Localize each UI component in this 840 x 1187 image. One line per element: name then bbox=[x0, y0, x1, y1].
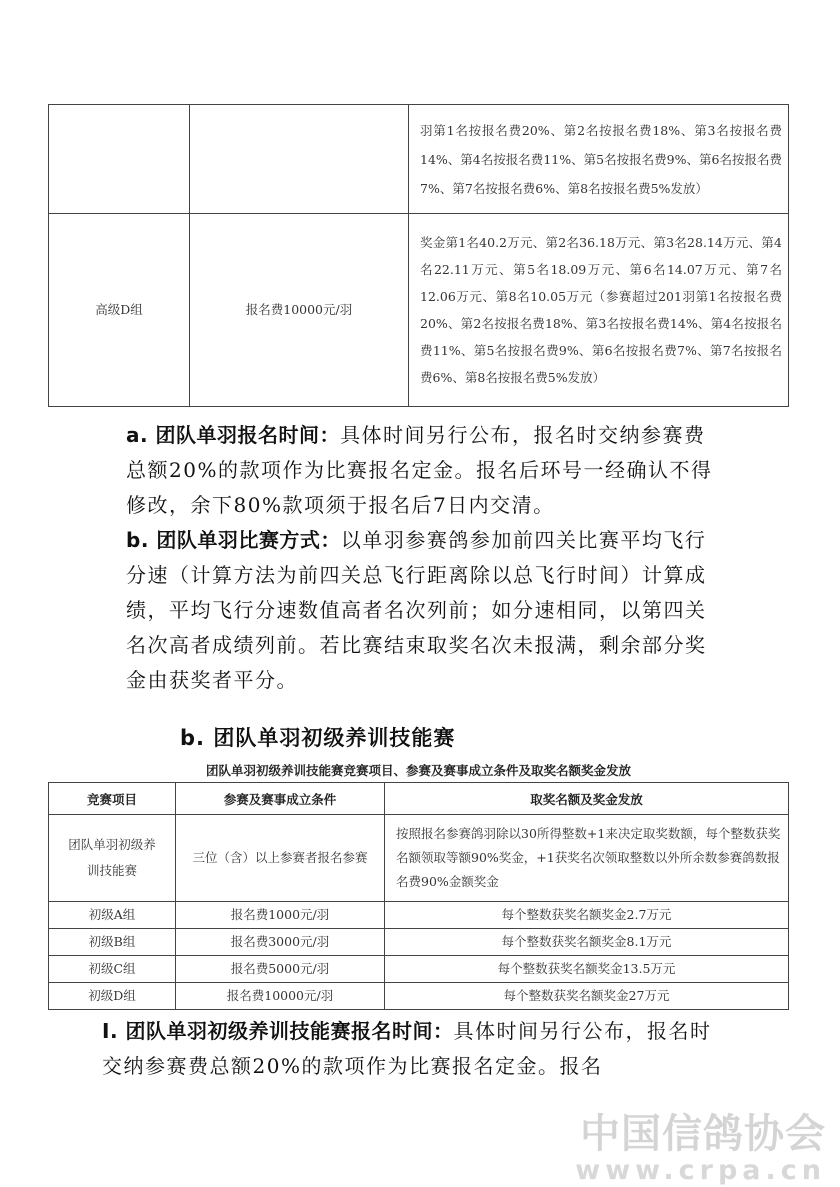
prize-cell: 每个整数获奖名额奖金2.7万元 bbox=[385, 902, 789, 929]
column-header: 取奖名额及奖金发放 bbox=[385, 783, 789, 815]
group-cell: 初级D组 bbox=[49, 983, 176, 1010]
prize-cell: 奖金第1名40.2万元、第2名36.18万元、第3名28.14万元、第4名22.11万元、第5名18.09万元、第6名14.07万元、第7名12.06万元、第8名10.05万元（参赛超过201羽第1名按报名费20%、第2名按报名费18%、第3名按报名费14%、第4名按报名费11%、第5名按报名费9%、第6名按报名费7%、第7名按报名费6%、第8名按报名费5%发放） bbox=[409, 214, 789, 407]
watermark bbox=[575, 1112, 826, 1186]
group-cell: 初级C组 bbox=[49, 956, 176, 983]
fee-cell: 报名费5000元/羽 bbox=[176, 956, 385, 983]
registration-time-paragraph bbox=[126, 418, 726, 523]
registration-time-text: 具体时间另行公布，报名时交纳参赛费总额20%的款项作为比赛报名定金。报名后环号一经确认不得修改，余下80%款项须于报名后7日内交清。 bbox=[126, 423, 713, 517]
group-cell bbox=[49, 105, 190, 214]
table-row bbox=[49, 902, 789, 929]
item-cell: 团队单羽初级养训技能赛 bbox=[49, 815, 176, 902]
fee-cell: 报名费10000元/羽 bbox=[190, 214, 409, 407]
watermark-logo: 中国信鸽协会 bbox=[580, 1111, 826, 1157]
table-row bbox=[49, 983, 789, 1010]
group-cell: 高级D组 bbox=[49, 214, 190, 407]
prize-cell: 按照报名参赛鸽羽除以30所得整数+1来决定取奖数额，每个整数获奖名额领取等额90%奖金，+1获奖名次领取整数以外所余数参赛鸽数报名费90%金额奖金 bbox=[385, 815, 789, 902]
table-row bbox=[49, 815, 789, 902]
condition-cell: 三位（含）以上参赛者报名参赛 bbox=[176, 815, 385, 902]
table-row bbox=[49, 105, 789, 214]
competition-method-paragraph bbox=[126, 523, 726, 698]
prize-cell: 每个整数获奖名额奖金8.1万元 bbox=[385, 929, 789, 956]
prize-table-advanced bbox=[48, 104, 789, 407]
group-cell: 初级A组 bbox=[49, 902, 176, 929]
group-cell: 初级B组 bbox=[49, 929, 176, 956]
competition-method-label: b. 团队单羽比赛方式： bbox=[126, 528, 341, 552]
prize-cell: 每个整数获奖名额奖金13.5万元 bbox=[385, 956, 789, 983]
registration-time-label: a. 团队单羽报名时间： bbox=[126, 423, 341, 447]
prize-cell: 羽第1名按报名费20%、第2名按报名费18%、第3名按报名费14%、第4名按报名费11%、第5名按报名费9%、第6名按报名费7%、第7名按报名费6%、第8名按报名费5%发放） bbox=[409, 105, 789, 214]
column-header: 竞赛项目 bbox=[49, 783, 176, 815]
competition-method-text: 以单羽参赛鸽参加前四关比赛平均飞行分速（计算方法为前四关总飞行距离除以总飞行时间）计算成绩，平均飞行分速数值高者名次列前；如分速相同，以第四关名次高者成绩列前。若比赛结束取奖名次未报满，剩余部分奖金由获奖者平分。 bbox=[126, 528, 707, 692]
fee-cell bbox=[190, 105, 409, 214]
prize-cell: 每个整数获奖名额奖金27万元 bbox=[385, 983, 789, 1010]
table-header-row bbox=[49, 783, 789, 815]
table-row bbox=[49, 214, 789, 407]
prize-table-junior bbox=[48, 782, 789, 1010]
junior-registration-paragraph bbox=[102, 1014, 732, 1084]
table-row bbox=[49, 929, 789, 956]
fee-cell: 报名费10000元/羽 bbox=[176, 983, 385, 1010]
table-row bbox=[49, 956, 789, 983]
junior-registration-label: I. 团队单羽初级养训技能赛报名时间： bbox=[102, 1019, 454, 1043]
fee-cell: 报名费1000元/羽 bbox=[176, 902, 385, 929]
section-heading: b. 团队单羽初级养训技能赛 bbox=[180, 726, 456, 750]
table-caption: 团队单羽初级养训技能赛竞赛项目、参赛及赛事成立条件及取奖名额奖金发放 bbox=[205, 763, 631, 778]
fee-cell: 报名费3000元/羽 bbox=[176, 929, 385, 956]
column-header: 参赛及赛事成立条件 bbox=[176, 783, 385, 815]
junior-registration-text: 具体时间另行公布，报名时交纳参赛费总额20%的款项作为比赛报名定金。报名 bbox=[102, 1019, 712, 1078]
watermark-url: www.crpa.cn bbox=[575, 1155, 826, 1186]
